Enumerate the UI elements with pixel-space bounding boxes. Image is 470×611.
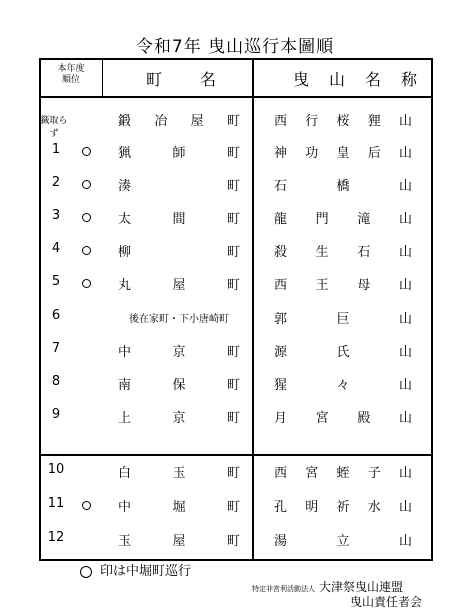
row-order: 11 xyxy=(47,496,65,511)
town-char: 町 xyxy=(226,534,240,549)
town-char: 猟 xyxy=(118,146,132,161)
row-town xyxy=(118,341,240,360)
row-yama xyxy=(274,274,412,293)
town-char: 町 xyxy=(226,378,240,393)
table-row xyxy=(0,401,470,431)
yama-char: 山 xyxy=(398,500,412,515)
row-yama xyxy=(274,496,412,515)
row-order: 4 xyxy=(51,241,61,256)
yama-char: 山 xyxy=(398,378,412,393)
row-town xyxy=(118,496,240,515)
yama-char: 橋 xyxy=(336,179,350,194)
page-title: 令和7年 曳山巡行本圖順 xyxy=(135,37,335,57)
yama-char: 狸 xyxy=(367,114,381,129)
row-town xyxy=(118,110,240,129)
table-row xyxy=(0,169,470,199)
yama-char: 山 xyxy=(398,278,412,293)
organization-name: 大津祭曳山連盟 xyxy=(319,580,404,594)
yama-char: 郭 xyxy=(274,312,288,327)
town-char: 町 xyxy=(226,114,240,129)
row-town xyxy=(118,175,240,194)
yama-char: 立 xyxy=(336,534,350,549)
yama-char: 宮 xyxy=(315,411,329,426)
yama-char: 氏 xyxy=(336,345,350,360)
row-yama xyxy=(274,374,412,393)
town-char: 堀 xyxy=(172,500,186,515)
town-char: 中 xyxy=(118,500,132,515)
row-order: 1 xyxy=(51,142,61,157)
row-order: 12 xyxy=(47,530,65,545)
legend xyxy=(80,560,191,579)
yama-char: 山 xyxy=(398,466,412,481)
yama-char: 母 xyxy=(357,278,371,293)
town-char: 屋 xyxy=(172,534,186,549)
header-order-top: 本年度 xyxy=(57,64,85,74)
header-yama: 曳 山 名 称 xyxy=(293,70,420,89)
town-char: 湊 xyxy=(118,179,132,194)
circle-icon xyxy=(82,279,91,288)
town-char: 中 xyxy=(118,345,132,360)
town-char: 南 xyxy=(118,378,132,393)
yama-char: 祈 xyxy=(336,500,350,515)
town-char: 上 xyxy=(118,411,132,426)
yama-char: 水 xyxy=(367,500,381,515)
yama-char: 山 xyxy=(398,212,412,227)
yama-char: 門 xyxy=(315,212,329,227)
row-order: 3 xyxy=(51,208,61,223)
row-order: 8 xyxy=(51,374,61,389)
town-char: 鍛 xyxy=(118,114,132,129)
town-char: 間 xyxy=(172,212,186,227)
town-char: 町 xyxy=(226,345,240,360)
row-town xyxy=(118,374,240,393)
yama-char: 王 xyxy=(315,278,329,293)
row-order: 7 xyxy=(51,341,61,356)
row-town xyxy=(118,530,240,549)
header-town: 町 名 xyxy=(146,70,219,89)
circle-icon xyxy=(82,213,91,222)
yama-char: 功 xyxy=(305,146,319,161)
town-char: 丸 xyxy=(118,278,132,293)
organization-sub: 曳山責任者会 xyxy=(350,595,423,609)
yama-char: 神 xyxy=(274,146,288,161)
circle-icon xyxy=(82,180,91,189)
row-town xyxy=(118,462,240,481)
yama-char: 石 xyxy=(274,179,288,194)
town-char: 冶 xyxy=(154,114,168,129)
table-row xyxy=(0,302,470,332)
yama-char: 桜 xyxy=(336,114,350,129)
town-char: 太 xyxy=(118,212,132,227)
circle-icon xyxy=(82,501,91,510)
table-row xyxy=(0,368,470,398)
yama-char: 生 xyxy=(315,245,329,260)
row-town xyxy=(118,274,240,293)
row-order: 10 xyxy=(47,462,65,477)
yama-char: 皇 xyxy=(336,146,350,161)
order-column-divider xyxy=(102,58,103,98)
row-town xyxy=(118,208,240,227)
town-char: 町 xyxy=(226,278,240,293)
yama-char: 山 xyxy=(398,411,412,426)
legend-text: 印は中堀町巡行 xyxy=(100,564,192,579)
circle-icon xyxy=(82,246,91,255)
yama-char: 西 xyxy=(274,114,288,129)
yama-char: 宮 xyxy=(305,466,319,481)
row-yama xyxy=(274,142,412,161)
yama-char: 巨 xyxy=(336,312,350,327)
town-char: 柳 xyxy=(118,245,132,260)
row-yama xyxy=(274,241,412,260)
yama-char: 西 xyxy=(274,278,288,293)
row-order: 6 xyxy=(51,308,61,323)
yama-char: 后 xyxy=(367,146,381,161)
town-char: 白 xyxy=(118,466,132,481)
row-town xyxy=(118,142,240,161)
yama-char: 山 xyxy=(398,312,412,327)
table-row xyxy=(0,524,470,554)
town-char: 町 xyxy=(226,212,240,227)
town-char: 町 xyxy=(226,179,240,194)
yama-char: 明 xyxy=(305,500,319,515)
yama-char: 石 xyxy=(357,245,371,260)
organization-prefix: 特定非営利活動法人 xyxy=(252,585,315,593)
yama-char: 西 xyxy=(274,466,288,481)
yama-char: 山 xyxy=(398,114,412,129)
row-yama xyxy=(274,462,412,481)
circle-icon xyxy=(80,566,92,578)
header-divider xyxy=(39,96,433,98)
yama-char: 殿 xyxy=(357,411,371,426)
town-char: 町 xyxy=(226,146,240,161)
yama-char: 山 xyxy=(398,345,412,360)
yama-char: 山 xyxy=(398,534,412,549)
table-row xyxy=(0,335,470,365)
yama-char: 行 xyxy=(305,114,319,129)
circle-icon xyxy=(82,147,91,156)
row-order: 2 xyxy=(51,175,61,190)
town-char: 屋 xyxy=(172,278,186,293)
table-row xyxy=(0,202,470,232)
row-order: 5 xyxy=(51,274,61,289)
yama-char: 々 xyxy=(336,378,350,393)
town-char: 町 xyxy=(226,500,240,515)
row-yama xyxy=(274,175,412,194)
town-char: 町 xyxy=(226,245,240,260)
yama-char: 蛭 xyxy=(336,466,350,481)
yama-char: 子 xyxy=(367,466,381,481)
town-char: 保 xyxy=(172,378,186,393)
table-row xyxy=(0,104,470,139)
row-town xyxy=(118,241,240,260)
row-yama xyxy=(274,308,412,327)
town-char: 玉 xyxy=(172,466,186,481)
row-yama xyxy=(274,407,412,426)
header-order xyxy=(44,64,98,86)
yama-char: 滝 xyxy=(357,212,371,227)
yama-char: 山 xyxy=(398,146,412,161)
table-row xyxy=(0,136,470,166)
yama-char: 猩 xyxy=(274,378,288,393)
town-char: 京 xyxy=(172,345,186,360)
town-char: 町 xyxy=(226,466,240,481)
yama-char: 山 xyxy=(398,179,412,194)
table-row xyxy=(0,490,470,520)
table-row xyxy=(0,456,470,486)
row-order: 籤取らず xyxy=(40,116,68,139)
town-char: 京 xyxy=(172,411,186,426)
yama-char: 月 xyxy=(274,411,288,426)
row-order: 9 xyxy=(51,407,61,422)
row-yama xyxy=(274,341,412,360)
row-yama xyxy=(274,530,412,549)
row-yama xyxy=(274,208,412,227)
town-char: 屋 xyxy=(190,114,204,129)
table-row xyxy=(0,268,470,298)
town-char: 師 xyxy=(172,146,186,161)
yama-char: 湯 xyxy=(274,534,288,549)
row-town: 後在家町・下小唐崎町 xyxy=(129,314,229,325)
town-char: 玉 xyxy=(118,534,132,549)
row-yama xyxy=(274,110,412,129)
yama-char: 殺 xyxy=(274,245,288,260)
table-row xyxy=(0,235,470,265)
yama-char: 孔 xyxy=(274,500,288,515)
yama-char: 山 xyxy=(398,245,412,260)
yama-char: 龍 xyxy=(274,212,288,227)
town-char: 町 xyxy=(226,411,240,426)
row-town xyxy=(118,407,240,426)
yama-char: 源 xyxy=(274,345,288,360)
header-order-bottom: 順位 xyxy=(61,75,80,85)
